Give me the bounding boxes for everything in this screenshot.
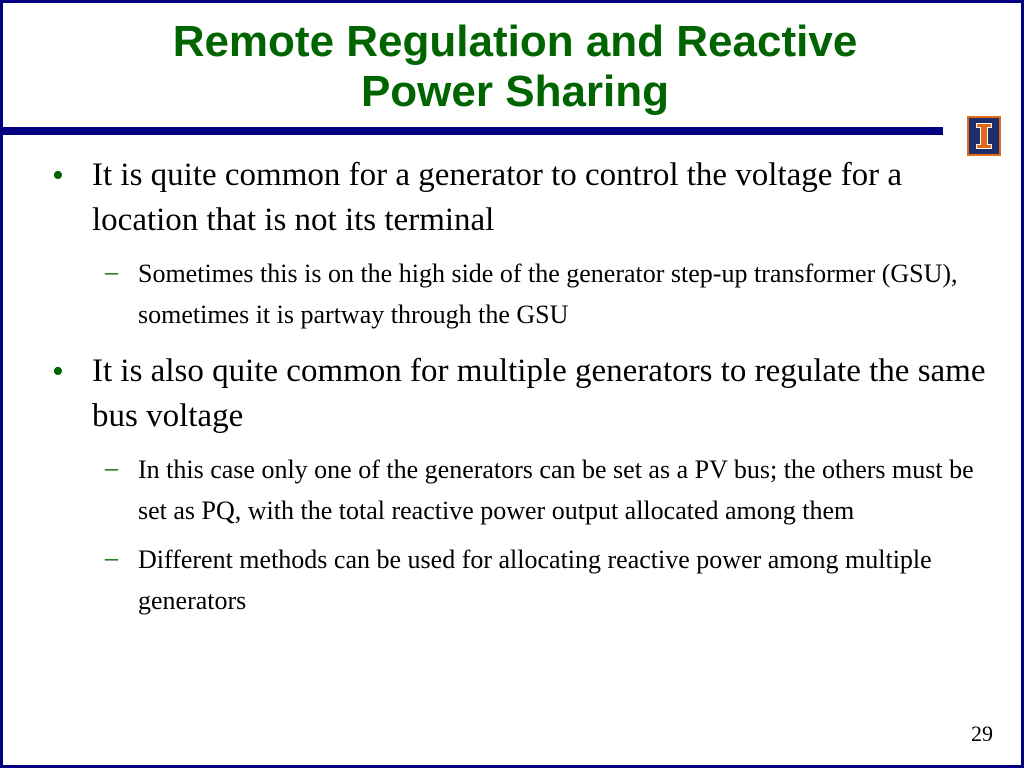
bullet-text: It is also quite common for multiple generators to regulate the same bus voltage — [92, 353, 986, 434]
slide-body — [3, 153, 1024, 621]
slide-title-line-1: Remote Regulation and Reactive — [172, 17, 858, 66]
bullet-icon: • — [52, 157, 64, 194]
bullet-item — [52, 153, 997, 243]
dash-icon: – — [105, 543, 118, 572]
sub-bullet-text: Sometimes this is on the high side of the generator step-up transformer (GSU), sometimes it is partway through the GSU — [138, 259, 958, 329]
slide-title — [3, 17, 1024, 117]
university-logo-icon — [967, 116, 1001, 156]
sub-bullet-item — [105, 253, 993, 335]
slide-title-line-2: Power Sharing — [360, 67, 670, 116]
bullet-icon: • — [52, 353, 64, 390]
dash-icon: – — [105, 257, 118, 286]
dash-icon: – — [105, 453, 118, 482]
sub-bullet-text: In this case only one of the generators can be set as a PV bus; the others must be set as PQ, with the total reactive power output allocated among them — [138, 455, 974, 525]
bullet-item — [52, 349, 997, 439]
bullet-text: It is quite common for a generator to control the voltage for a location that is not its terminal — [92, 157, 903, 238]
title-rule — [3, 127, 943, 135]
sub-bullet-item — [105, 539, 993, 621]
sub-bullet-item — [105, 449, 993, 531]
sub-bullet-text: Different methods can be used for allocating reactive power among multiple generators — [138, 545, 932, 615]
page-number: 29 — [971, 721, 993, 746]
